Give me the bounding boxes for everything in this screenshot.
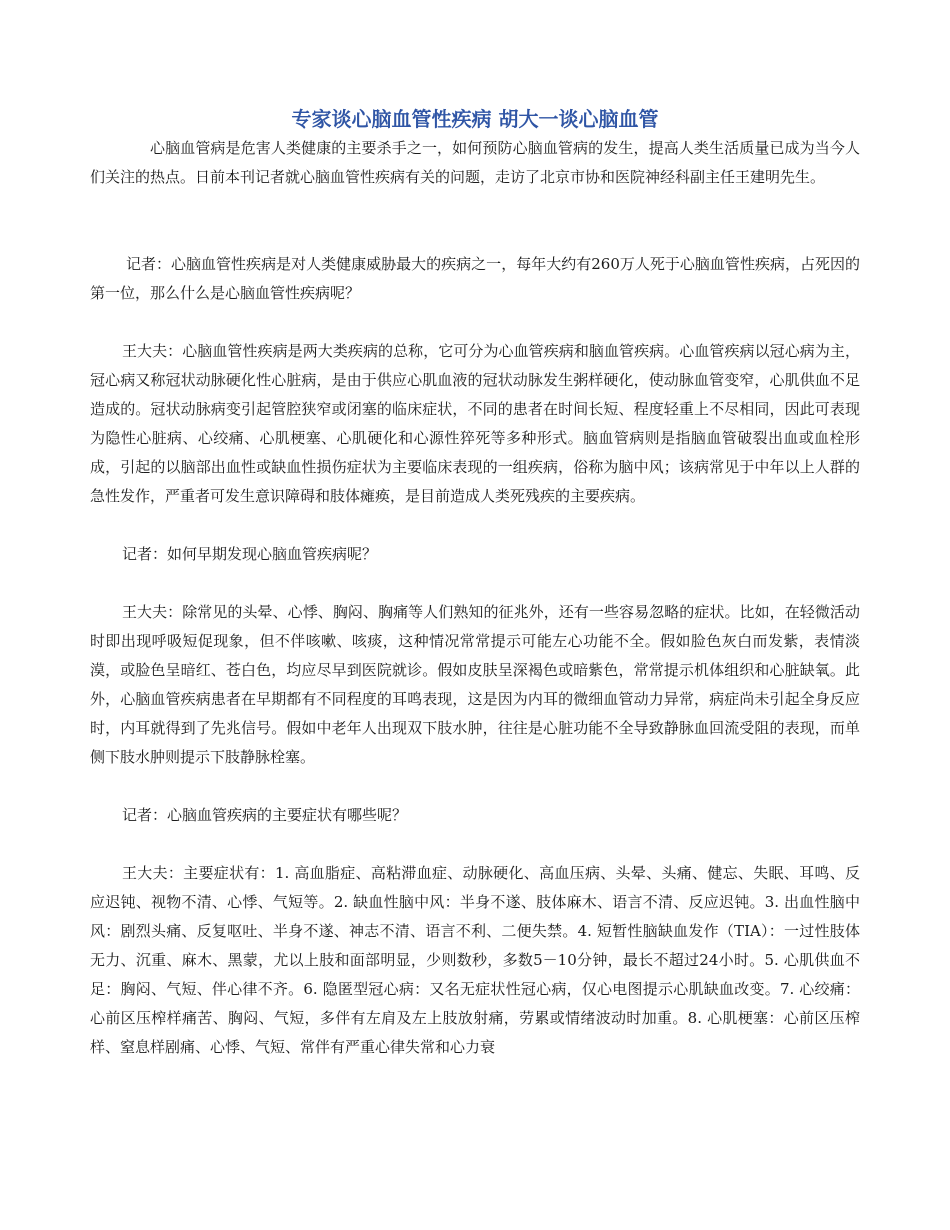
spacer xyxy=(90,569,860,598)
reporter-question-1: 记者：心脑血管性疾病是对人类健康威胁最大的疾病之一，每年大约有260万人死于心脑血管性疾病，占死因的第一位，那么什么是心脑血管性疾病呢？ xyxy=(90,255,860,302)
document-page xyxy=(90,102,860,1062)
spacer xyxy=(90,192,860,221)
doctor-answer-2: 王大夫：除常见的头晕、心悸、胸闷、胸痛等人们熟知的征兆外，还有一些容易忽略的症状。比如，在轻微活动时即出现呼吸短促现象，但不伴咳嗽、咳痰，这种情况常常提示可能左心功能不全。假如脸色灰白而发紫，表情淡漠，或脸色呈暗红、苍白色，均应尽早到医院就诊。假如皮肤呈深褐色或暗紫色，常常提示机体组织和心脏缺氧。此外，心脑血管疾病患者在早期都有不同程度的耳鸣表现，这是因为内耳的微细血管动力异常，病症尚未引起全身反应时，内耳就得到了先兆信号。假如中老年人出现双下肢水肿，往往是心脏功能不全导致静脉血回流受阻的表现，而单侧下肢水肿则提示下肢静脉栓塞。 xyxy=(90,603,860,766)
reporter-question-2: 记者：如何早期发现心脑血管疾病呢？ xyxy=(122,545,378,563)
spacer xyxy=(90,830,860,859)
spacer xyxy=(90,308,860,337)
spacer xyxy=(90,772,860,801)
doctor-answer-3: 王大夫：主要症状有：1. 高血脂症、高粘滞血症、动脉硬化、高血压病、头晕、头痛、健忘、失眠、耳鸣、反应迟钝、视物不清、心悸、气短等。2. 缺血性脑中风：半身不遂、肢体麻木、语言不清、反应迟钝。3. 出血性脑中风：剧烈头痛、反复呕吐、半身不遂、神志不清、语言不利、二便失禁。4. 短暂性脑缺血发作（TIA）：一过性肢体无力、沉重、麻木、黑蒙，尤以上肢和面部明显，少则数秒，多数5－10分钟，最长不超过24小时。5. 心肌供血不足：胸闷、气短、伴心律不齐。6. 隐匿型冠心病：又名无症状性冠心病，仅心电图提示心肌缺血改变。7. 心绞痛：心前区压榨样痛苦、胸闷、气短，多伴有左肩及左上肢放射痛，劳累或情绪波动时加重。8. 心肌梗塞：心前区压榨样、窒息样剧痛、心悸、气短、常伴有严重心律失常和心力衰 xyxy=(90,864,860,1056)
intro-paragraph: 心脑血管病是危害人类健康的主要杀手之一，如何预防心脑血管病的发生，提高人类生活质量已成为当今人们关注的热点。日前本刊记者就心脑血管性疾病有关的问题，走访了北京市协和医院神经科副主任王建明先生。 xyxy=(90,139,860,186)
spacer xyxy=(90,221,860,250)
spacer xyxy=(90,511,860,540)
doctor-answer-1: 王大夫：心脑血管性疾病是两大类疾病的总称，它可分为心血管疾病和脑血管疾病。心血管疾病以冠心病为主，冠心病又称冠状动脉硬化性心脏病，是由于供应心肌血液的冠状动脉发生粥样硬化，使动脉血管变窄，心肌供血不足造成的。冠状动脉病变引起管腔狭窄或闭塞的临床症状，不同的患者在时间长短、程度轻重上不尽相同，因此可表现为隐性心脏病、心绞痛、心肌梗塞、心肌硬化和心源性猝死等多种形式。脑血管病则是指脑血管破裂出血或血栓形成，引起的以脑部出血性或缺血性损伤症状为主要临床表现的一组疾病，俗称为脑中风；该病常见于中年以上人群的急性发作，严重者可发生意识障碍和肢体瘫痪，是目前造成人类死残疾的主要疾病。 xyxy=(90,342,860,505)
reporter-question-3: 记者：心脑血管疾病的主要症状有哪些呢？ xyxy=(122,806,408,824)
document-title: 专家谈心脑血管性疾病 胡大一谈心脑血管 xyxy=(291,107,659,131)
